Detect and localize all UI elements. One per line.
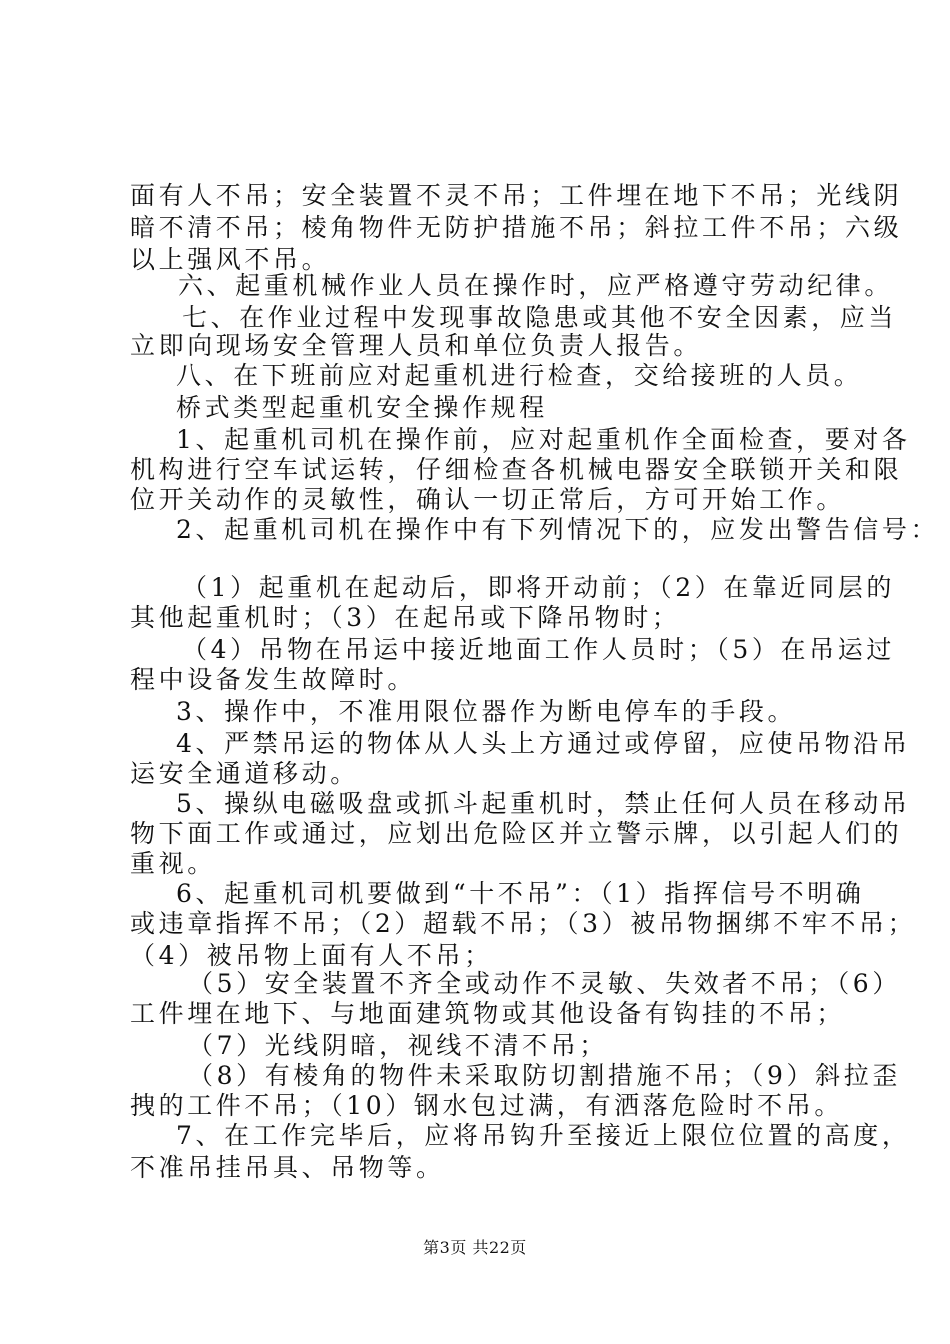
text-line: 面有人不吊；安全装置不灵不吊；工件埋在地下不吊；光线阴 [130, 181, 903, 210]
text-line: 拽的工件不吊；（10）钢水包过满，有洒落危险时不吊。 [130, 1091, 843, 1120]
text-line: （4）吊物在吊运中接近地面工作人员时；（5）在吊运过 [182, 635, 895, 664]
text-line: 位开关动作的灵敏性，确认一切正常后，方可开始工作。 [130, 485, 846, 514]
text-line: 不准吊挂吊具、吊物等。 [130, 1153, 445, 1182]
text-line: （5）安全装置不齐全或动作不灵敏、失效者不吊；（6） [188, 969, 901, 998]
text-line: 3、操作中，不准用限位器作为断电停车的手段。 [176, 697, 797, 726]
text-line: 以上强风不吊。 [130, 245, 331, 274]
text-line: 或违章指挥不吊；（2）超载不吊；（3）被吊物捆绑不牢不吊； [130, 909, 917, 938]
text-line: 物下面工作或通过，应划出危险区并立警示牌，以引起人们的 [130, 819, 903, 848]
text-line: 2、起重机司机在操作中有下列情况下的，应发出警告信号： [176, 515, 940, 544]
text-line: 立即向现场安全管理人员和单位负责人报告。 [130, 331, 703, 360]
text-line: 重视。 [130, 849, 216, 878]
page-number-footer: 第3页 共22页 [423, 1238, 527, 1257]
text-line: 运安全通道移动。 [130, 759, 359, 788]
text-line: 6、起重机司机要做到“十不吊”：（1）指挥信号不明确 [176, 879, 865, 908]
text-line: 1、起重机司机在操作前，应对起重机作全面检查，要对各 [176, 425, 911, 454]
text-line: 7、在工作完毕后，应将吊钩升至接近上限位位置的高度， [176, 1121, 911, 1150]
text-line: 其他起重机时；（3）在起吊或下降吊物时； [130, 603, 681, 632]
text-line: 工件埋在地下、与地面建筑物或其他设备有钩挂的不吊； [130, 999, 846, 1028]
text-line: （8）有棱角的物件未采取防切割措施不吊；（9）斜拉歪 [188, 1061, 901, 1090]
text-line: 暗不清不吊；棱角物件无防护措施不吊；斜拉工件不吊；六级 [130, 213, 903, 242]
text-line: 4、严禁吊运的物体从人头上方通过或停留，应使吊物沿吊 [176, 729, 911, 758]
text-line: 5、操纵电磁吸盘或抓斗起重机时，禁止任何人员在移动吊 [176, 789, 911, 818]
section-title: 桥式类型起重机安全操作规程 [176, 393, 548, 422]
text-line: 机构进行空车试运转，仔细检查各机械电器安全联锁开关和限 [130, 455, 903, 484]
text-line: 六、起重机械作业人员在操作时，应严格遵守劳动纪律。 [178, 271, 894, 300]
text-line: 八、在下班前应对起重机进行检查，交给接班的人员。 [176, 361, 863, 390]
text-line: （1）起重机在起动后，即将开动前；（2）在靠近同层的 [182, 573, 895, 602]
text-line: 程中设备发生故障时。 [130, 665, 417, 694]
text-line: 七、在作业过程中发现事故隐患或其他不安全因素，应当 [182, 303, 898, 332]
text-line: （7）光线阴暗，视线不清不吊； [188, 1031, 608, 1060]
text-line: （4）被吊物上面有人不吊； [130, 941, 493, 970]
